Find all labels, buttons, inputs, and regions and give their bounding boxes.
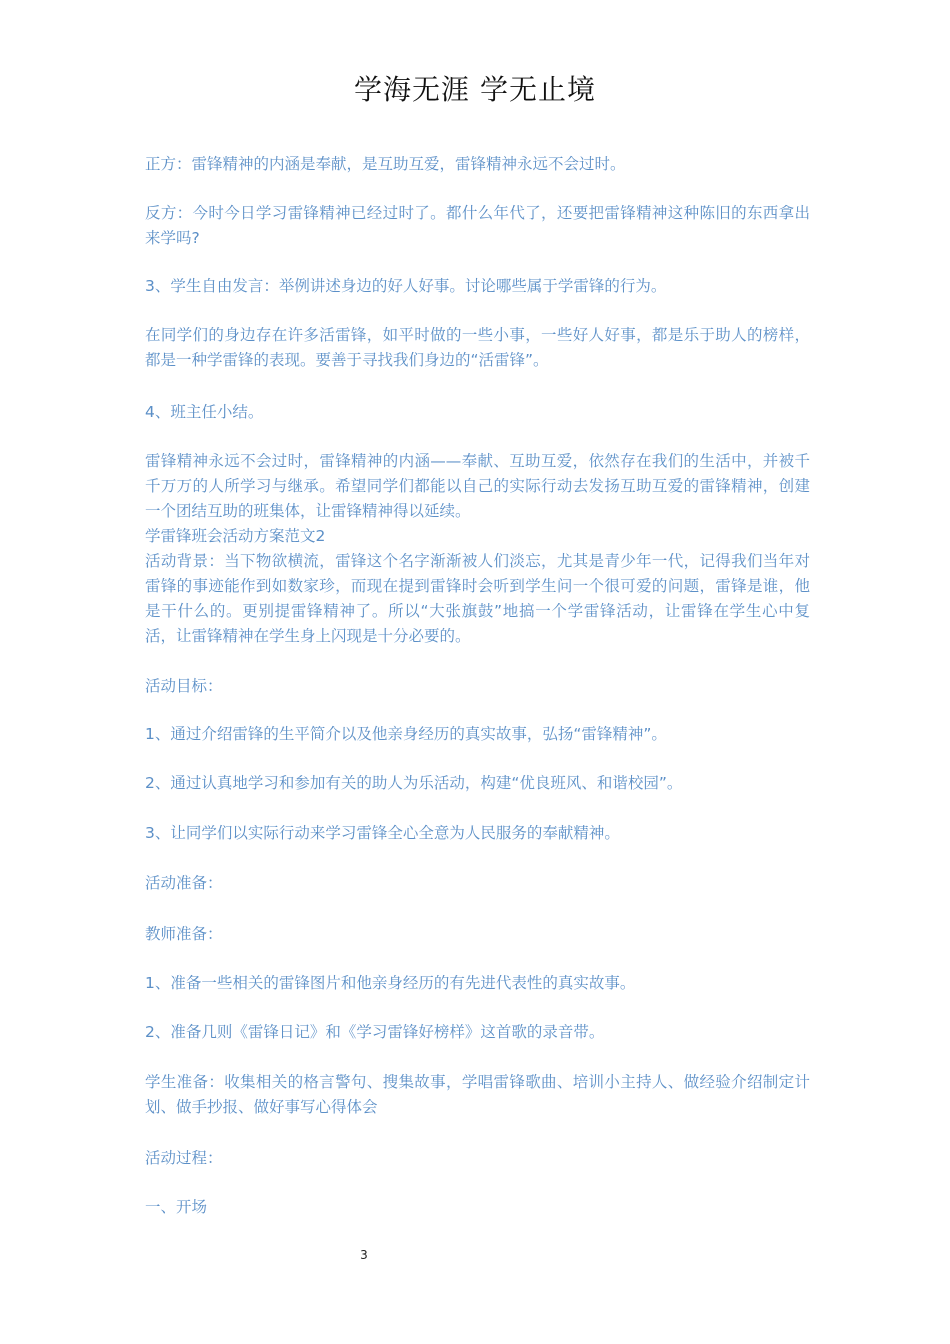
page-title: 学海无涯 学无止境 bbox=[354, 73, 596, 106]
paragraph-step-3: 3、学生自由发言：举例讲述身边的好人好事。讨论哪些属于学雷锋的行为。 bbox=[145, 277, 667, 295]
paragraph-teacher-prep-2: 2、准备几则《雷锋日记》和《学习雷锋好榜样》这首歌的录音带。 bbox=[145, 1023, 605, 1041]
paragraph-process-heading: 活动过程： bbox=[145, 1149, 223, 1167]
paragraph-negative: 反方：今时今日学习雷锋精神已经过时了。都什么年代了，还要把雷锋精神这种陈旧的东西拿出来学吗? bbox=[145, 204, 810, 247]
paragraph-affirmative: 正方：雷锋精神的内涵是奉献，是互助互爱，雷锋精神永远不会过时。 bbox=[145, 155, 626, 173]
paragraph-goal-2: 2、通过认真地学习和参加有关的助人为乐活动，构建“优良班风、和谐校园”。 bbox=[145, 774, 683, 792]
paragraph-teacher-prep-1: 1、准备一些相关的雷锋图片和他亲身经历的有先进代表性的真实故事。 bbox=[145, 974, 636, 992]
paragraph-goals-heading: 活动目标： bbox=[145, 677, 223, 695]
paragraph-living-leifeng: 在同学们的身边存在许多活雷锋，如平时做的一些小事，一些好人好事，都是乐于助人的榜样，都是一种学雷锋的表现。要善于寻找我们身边的“活雷锋”。 bbox=[145, 326, 810, 369]
paragraph-goal-3: 3、让同学们以实际行动来学习雷锋全心全意为人民服务的奉献精神。 bbox=[145, 824, 620, 842]
section-heading-sample-2: 学雷锋班会活动方案范文2 bbox=[145, 527, 326, 545]
paragraph-preparation-heading: 活动准备： bbox=[145, 874, 223, 892]
paragraph-summary: 雷锋精神永远不会过时，雷锋精神的内涵——奉献、互助互爱，依然存在我们的生活中，并被千千万万的人所学习与继承。希望同学们都能以自己的实际行动去发扬互助互爱的雷锋精神，创建一个团结互助的班集体，让雷锋精神得以延续。 bbox=[145, 452, 810, 520]
paragraph-step-4: 4、班主任小结。 bbox=[145, 403, 264, 421]
paragraph-student-preparation: 学生准备：收集相关的格言警句、搜集故事，学唱雷锋歌曲、培训小主持人、做经验介绍制定计划、做手抄报、做好事写心得体会 bbox=[145, 1073, 810, 1116]
paragraph-opening: 一、开场 bbox=[145, 1198, 208, 1216]
paragraph-goal-1: 1、通过介绍雷锋的生平简介以及他亲身经历的真实故事，弘扬“雷锋精神”。 bbox=[145, 725, 667, 743]
paragraph-teacher-preparation: 教师准备： bbox=[145, 925, 223, 943]
paragraph-background: 活动背景：当下物欲横流，雷锋这个名字渐渐被人们淡忘，尤其是青少年一代，记得我们当年对雷锋的事迹能作到如数家珍，而现在提到雷锋时会听到学生问一个很可爱的问题，雷锋是谁，他是干什么的。更别提雷锋精神了。所以“大张旗鼓”地搞一个学雷锋活动，让雷锋在学生心中复活，让雷锋精神在学生身上闪现是十分必要的。 bbox=[145, 552, 810, 645]
page-number: 3 bbox=[360, 1248, 368, 1262]
